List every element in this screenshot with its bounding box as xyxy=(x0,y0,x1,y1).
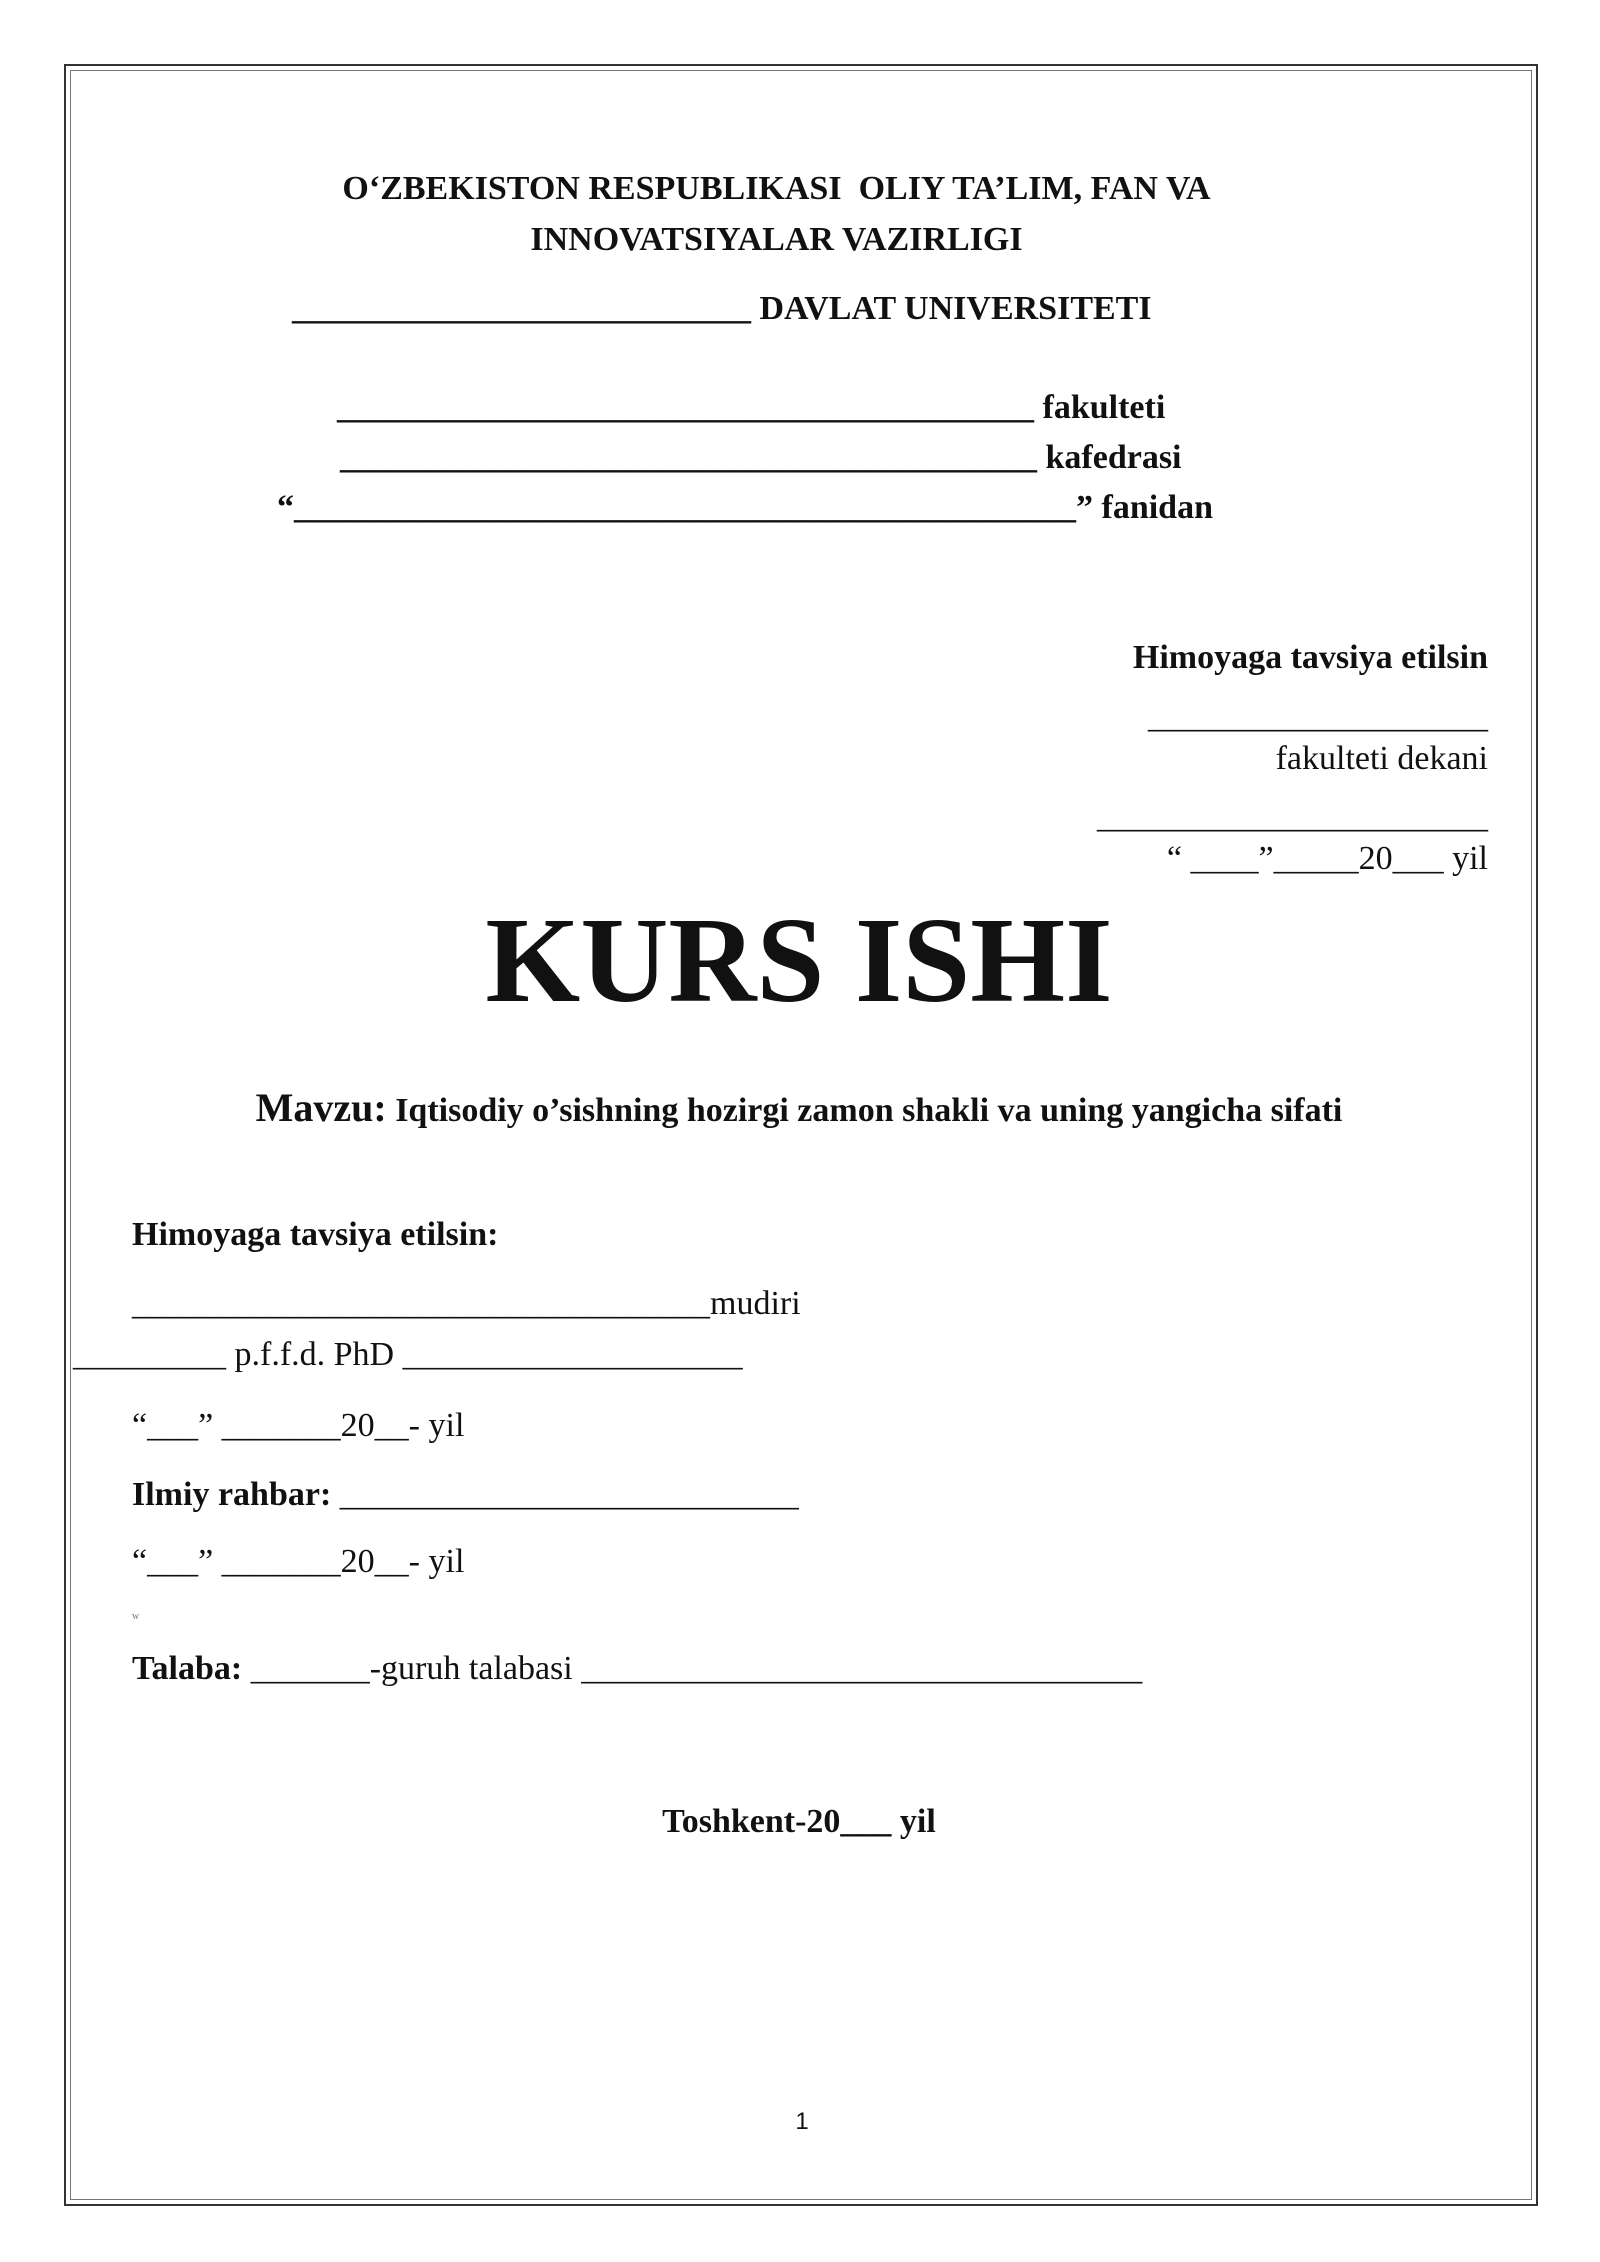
page-number: 1 xyxy=(795,2108,809,2135)
phd-line: _________ p.f.f.d. PhD ____________________ xyxy=(73,1336,743,1373)
student-label: Talaba: xyxy=(132,1650,243,1687)
approval-name-line: _______________________ xyxy=(1097,798,1488,835)
department-line: _________________________________________ kafedrasi xyxy=(340,439,1182,476)
topic-label: Mavzu: xyxy=(255,1085,387,1130)
supervisor-label: Ilmiy rahbar: xyxy=(132,1476,332,1513)
small-mark: w xyxy=(132,1611,140,1622)
defense-date-1: “___” _______20__- yil xyxy=(132,1407,465,1444)
approval-dean-label: fakulteti dekani xyxy=(1275,740,1488,777)
defense-date-2: “___” _______20__- yil xyxy=(132,1543,465,1580)
student-blank: _______-guruh talabasi _________________________________ xyxy=(242,1650,1143,1687)
university-line: ___________________________ DAVLAT UNIVERSITETI xyxy=(292,290,1152,327)
defense-title: Himoyaga tavsiya etilsin: xyxy=(132,1216,499,1253)
department-head-line: __________________________________mudiri xyxy=(132,1285,801,1322)
approval-title: Himoyaga tavsiya etilsin xyxy=(1132,639,1488,676)
ministry-line-1: O‘ZBEKISTON RESPUBLIKASI OLIY TA’LIM, FAN VA xyxy=(342,170,1211,207)
supervisor-blank: ___________________________ xyxy=(331,1476,799,1513)
city-year: Toshkent-20___ yil xyxy=(662,1803,936,1840)
ministry-line-2: INNOVATSIYALAR VAZIRLIGI xyxy=(530,221,1023,258)
topic-text: Iqtisodiy o’sishning hozirgi zamon shakli va uning yangicha sifati xyxy=(386,1092,1343,1129)
document-title: KURS ISHI xyxy=(485,893,1113,1028)
subject-line: “______________________________________________” fanidan xyxy=(277,489,1213,526)
supervisor-line xyxy=(132,1478,799,1512)
topic-line xyxy=(0,1085,1598,1130)
student-line xyxy=(132,1652,1142,1686)
faculty-line: _________________________________________ fakulteti xyxy=(337,389,1166,426)
approval-signature-line: ____________________ xyxy=(1148,698,1488,735)
approval-date: “ ____”_____20___ yil xyxy=(1166,840,1488,877)
